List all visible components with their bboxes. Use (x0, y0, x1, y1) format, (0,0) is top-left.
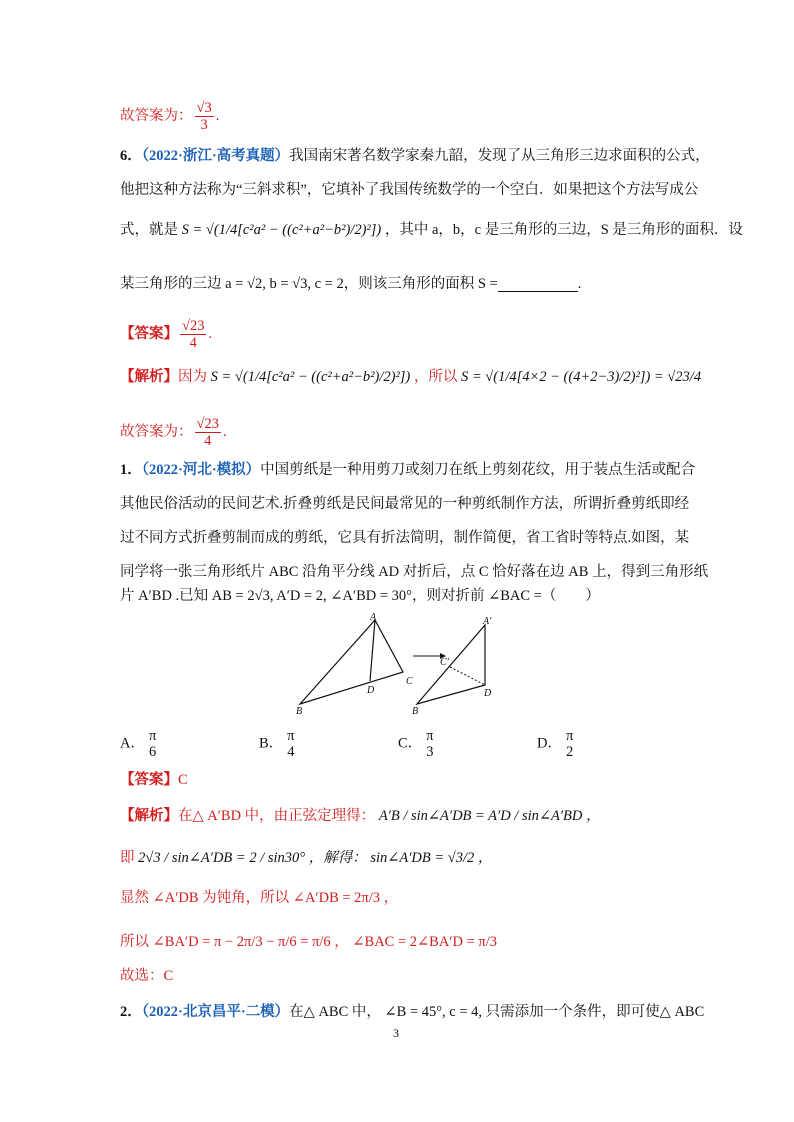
bisector-ad (370, 620, 375, 681)
q6-line-1: 6．（2022·浙江·高考真题）我国南宋著名数学家秦九韶，发现了从三角形三边求面积的公式， (120, 148, 710, 164)
q1-final-line: 故选：C (120, 968, 174, 984)
prev-answer-fraction: $\frac{√3}{3}$ (196, 100, 212, 133)
q1-answer-value: C (178, 772, 188, 788)
q1-line-1: 1．（2022·河北·模拟）中国剪纸是一种用剪刀或刻刀在纸上剪刻花纹，用于装点生活或配合 (120, 462, 696, 478)
fig-label-c-prime: C′ (440, 657, 449, 668)
q6-heron-formula: S = √(1/4[c²a² − ((c²+a²−b²)/2)²]) (181, 222, 382, 238)
q1-sine-law-eq: A′B / sin∠A′DB = A′D / sin∠A′BD ， (378, 808, 601, 824)
triangle-abc (300, 620, 403, 704)
q1-answer-line (120, 770, 188, 790)
fig-label-d2: D (484, 688, 492, 699)
q6-final-line: 故答案为： $\frac{√23}{4}$ . (120, 416, 227, 449)
prev-answer-label: 故答案为： (120, 107, 193, 124)
q6-answer-blank (498, 277, 578, 292)
option-c-fraction: π 3 (426, 728, 434, 760)
q1-solution-line-1: 【解析】在△ A′BD 中，由正弦定理得： A′B / sin∠A′DB = A′D / sin∠A′BD ， (120, 808, 601, 824)
q2-source: （2022·北京昌平·二模） (141, 1004, 290, 1020)
option-b-fraction: π 4 (287, 728, 295, 760)
fig-label-a: A (370, 612, 377, 623)
option-b[interactable]: B． π 4 (259, 728, 295, 760)
option-d[interactable]: D． π 2 (537, 728, 574, 760)
option-a[interactable]: A． π 6 (120, 728, 157, 760)
q6-line-3: 式，就是 S = √(1/4[c²a² − ((c²+a²−b²)/2)²]) ，其中 a，b，c 是三角形的三边，S 是三角形的面积．设 (120, 222, 743, 238)
q2-line-1: 2．（2022·北京昌平·二模）在△ ABC 中， ∠B = 45°, c = 4, 只需添加一个条件，即可使△ ABC (120, 1004, 705, 1020)
dashed-c-prime-d (450, 667, 485, 685)
q1-source: （2022·河北·模拟） (141, 462, 261, 478)
q1-solve-eq: 2√3 / sin∠A′DB = 2 / sin30° ，解得： sin∠A′DB = √3/2 ， (138, 850, 493, 866)
q6-solution-line: 【解析】因为 S = √(1/4[c²a² − ((c²+a²−b²)/2)²]) ，所以 S = √(1/4[4×2 − ((4+2−3)/2)²]) = √23/4 (120, 369, 702, 385)
option-c[interactable]: C． π 3 (398, 728, 434, 760)
q6-answer-line: 【答案】 $\frac{√23}{4}$ . (120, 318, 213, 351)
q6-source: （2022·浙江·高考真题） (141, 148, 290, 164)
option-d-fraction: π 2 (565, 728, 574, 760)
q1-solution-line-2: 即 2√3 / sin∠A′DB = 2 / sin30° ，解得： sin∠A′DB = √3/2 ， (120, 850, 493, 866)
folding-figure (290, 612, 510, 717)
prev-answer-line: 故答案为： $\frac{√3}{3}$ . (120, 100, 220, 133)
q6-answer-fraction: $\frac{√23}{4}$ (182, 318, 205, 351)
q1-number: 1． (120, 462, 142, 478)
fig-label-b2: B (412, 706, 419, 717)
q1-solution-line-4: 所以 ∠BA′D = π − 2π/3 − π/6 = π/6 ， ∠BAC = 2∠BA′D = π/3 (120, 934, 497, 950)
fig-label-c: C (406, 676, 413, 687)
q6-line-2: 他把这种方法称为“三斜求积”，它填补了我国传统数学的一个空白．如果把这个方法写成公 (120, 182, 699, 198)
q1-line-4: 同学将一张三角形纸片 ABC 沿角平分线 AD 对折后，点 C 恰好落在边 AB 上，得到三角形纸 (120, 564, 709, 580)
q6-solution-formula-1: S = √(1/4[c²a² − ((c²+a²−b²)/2)²]) (210, 369, 411, 385)
option-a-fraction: π 6 (148, 728, 157, 760)
triangle-a-prime-bd (417, 625, 485, 704)
q1-line-3: 过不同方式折叠剪制而成的剪纸，它具有折法简明，制作简便，省工省时等特点.如图，某 (120, 530, 690, 546)
page-number: 3 (393, 1026, 399, 1040)
q6-answer-label: 【答案】 (120, 325, 178, 342)
q6-number: 6． (120, 148, 142, 164)
q1-solution-label: 【解析】 (120, 808, 178, 824)
q6-solution-label: 【解析】 (120, 369, 178, 385)
fig-label-d: D (367, 685, 375, 696)
q6-solution-formula-2: S = √(1/4[4×2 − ((4+2−3)/2)²]) = √23/4 (461, 369, 702, 385)
q1-solution-line-3: 显然 ∠A′DB 为钝角，所以 ∠A′DB = 2π/3 ， (120, 890, 399, 906)
q2-number: 2． (120, 1004, 142, 1020)
q6-final-fraction: $\frac{√23}{4}$ (196, 416, 219, 449)
q1-line-2: 其他民俗活动的民间艺术.折叠剪纸是民间最常见的一种剪纸制作方法，所谓折叠剪纸即经 (120, 496, 690, 512)
q1-answer-label: 【答案】 (120, 772, 178, 788)
q1-line-5: 片 A′BD .已知 AB = 2√3, A′D = 2, ∠A′BD = 30°，则对折前 ∠BAC =（ ） (120, 588, 600, 604)
q6-line-4: 某三角形的三边 a = √2, b = √3, c = 2，则该三角形的面积 S = . (120, 276, 582, 292)
fig-label-a-prime: A′ (483, 616, 492, 627)
fig-label-b: B (296, 706, 303, 717)
